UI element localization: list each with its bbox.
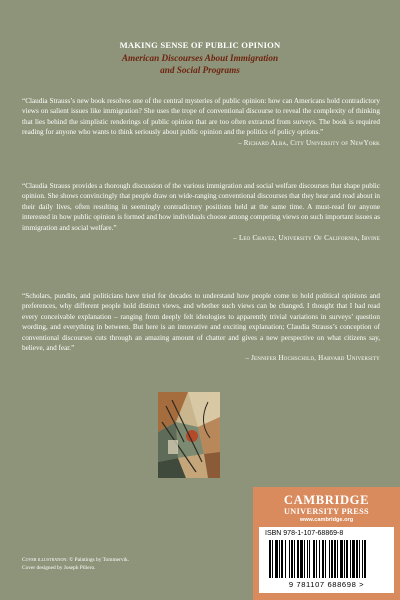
header xyxy=(0,40,400,76)
painting-image xyxy=(158,392,220,478)
credit-label: Cover illustration: xyxy=(22,557,68,563)
review-attribution: – Jennifer Hochschild, Harvard University xyxy=(245,354,380,363)
review-quote: “Scholars, pundits, and politicians have tried for decades to understand how people come to hold political opinions and preferences, why different people hold distinct views, and whether such views can be changed. I thought that I had read every conceivable explanation – ranging from deeply felt ideologies to apparently trivial variations in surveys’ question wording, and everything in between. But here is an innovative and exciting explanation; Claudia Strauss’s conception of conventional discourses cuts through an amazing amount of chatter and gives a new perspective on what citizens say, believe, and fear.” xyxy=(22,292,380,353)
cover-credits xyxy=(22,556,129,572)
publisher-name: CAMBRIDGE xyxy=(283,493,370,507)
book-title: MAKING SENSE OF PUBLIC OPINION xyxy=(119,40,281,50)
review-attribution: – Richard Alba, City University of NewYork xyxy=(238,138,380,147)
barcode-bars xyxy=(263,540,390,580)
review-attribution: – Leo Chavez, University Of California, Irvine xyxy=(233,234,380,243)
review-alba xyxy=(22,96,380,148)
illustration-credit xyxy=(22,556,129,564)
publisher-box xyxy=(253,487,400,600)
cover-painting xyxy=(158,392,220,478)
barcode-digits: 9 781107 688698 > xyxy=(288,580,365,589)
review-hochschild xyxy=(22,291,380,364)
subtitle-line-2: and Social Programs xyxy=(160,65,240,75)
publisher-subname: UNIVERSITY PRESS xyxy=(283,507,370,516)
isbn-label: ISBN 978-1-107-68869-8 xyxy=(265,530,344,537)
publisher-url: www.cambridge.org xyxy=(299,517,354,523)
subtitle-line-1: American Discourses About Immigration xyxy=(121,53,279,63)
review-quote: “Claudia Strauss provides a thorough discussion of the various immigration and social welfare discourses that shape public opinion. She shows convincingly that people draw on wide-ranging conventional discourses that they hear and read about in their daily lives, often resulting in seemingly contradictory positions held at the same time. A must-read for anyone interested in how public opinion is formed and how individuals choose among competing views on such important issues as immigration and social welfare.” xyxy=(22,182,380,232)
credit-illustrator: © Paintings by Tommervik. xyxy=(69,557,130,563)
review-quote: “Claudia Strauss’s new book resolves one of the central mysteries of public opinion: how can Americans hold contradictory views on salient issues like immigration? She uses the trope of conventional discourse to reveal the complexity of thinking that lies behind the simplistic renderings of public opinion that are too often extracted from surveys. The book is required reading for anyone who wants to think seriously about public opinion and the politics of policy options.” xyxy=(22,97,380,137)
barcode-box xyxy=(259,527,394,593)
book-subtitle xyxy=(0,52,400,76)
review-chavez xyxy=(22,181,380,243)
designer-credit: Cover designed by Joseph Piliero. xyxy=(22,565,96,571)
